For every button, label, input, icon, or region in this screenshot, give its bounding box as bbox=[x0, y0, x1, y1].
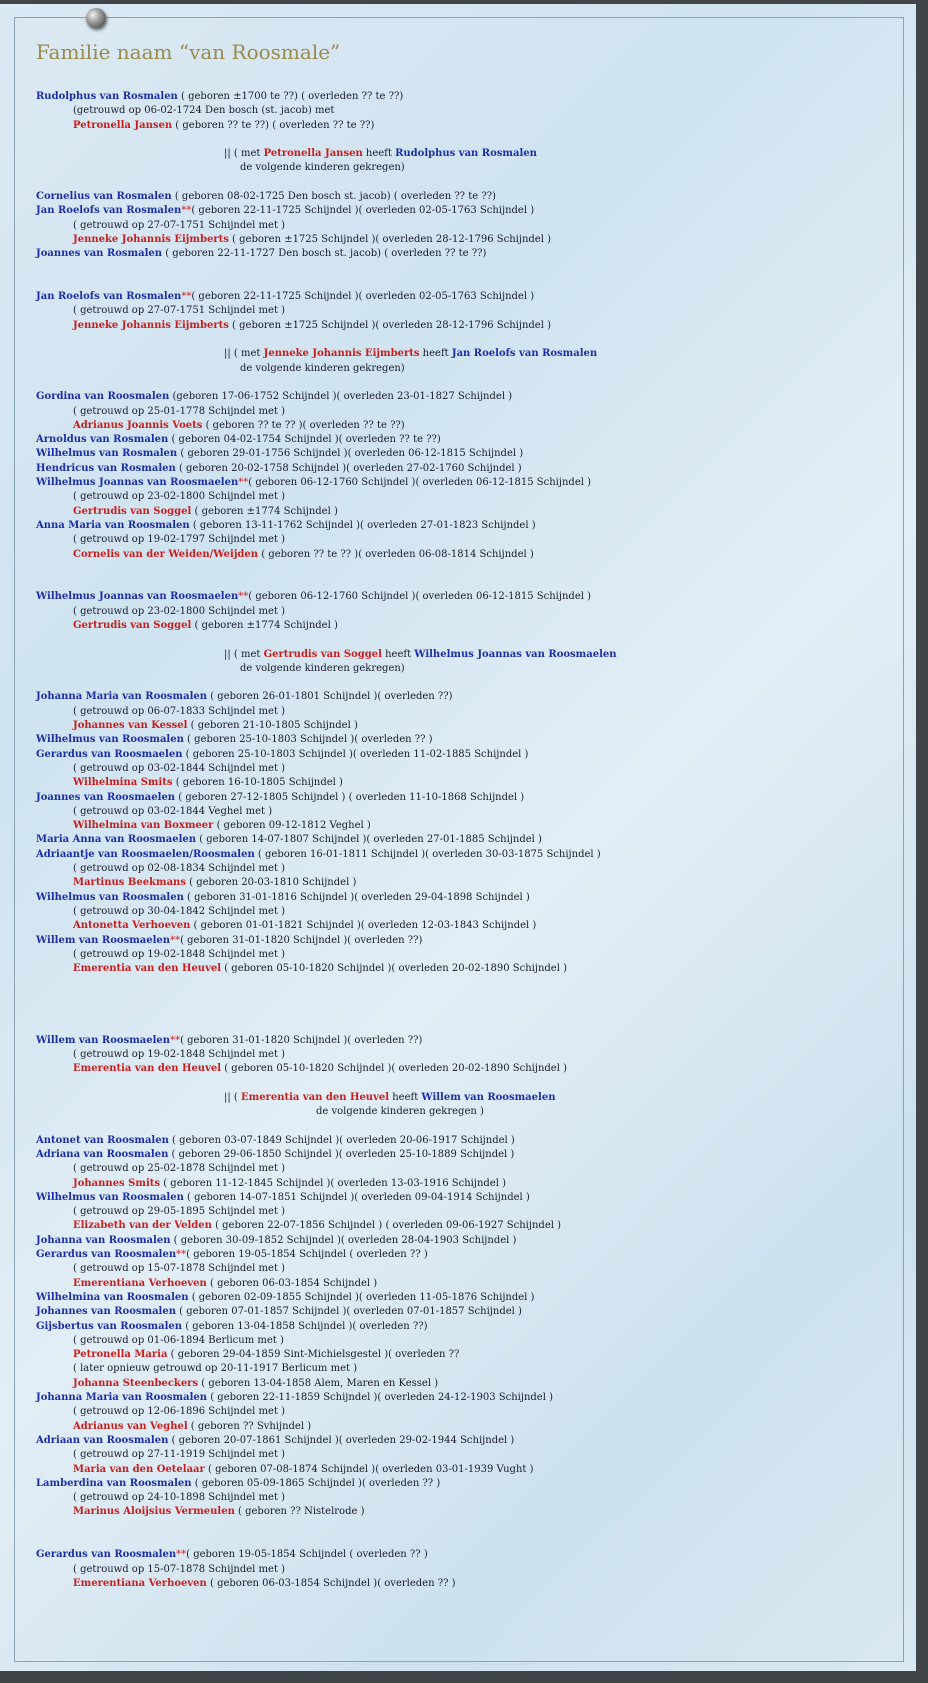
record-text: heeft bbox=[419, 348, 452, 360]
spacer bbox=[36, 633, 896, 647]
record-line bbox=[36, 848, 896, 862]
record-line bbox=[36, 548, 896, 562]
record-text: ( geboren 20-02-1758 Schijndel )( overleden 27-02-1760 Schijndel ) bbox=[175, 462, 522, 474]
record-text: ( geboren 27-12-1805 Schijndel ) ( overleden 11-10-1868 Schijndel ) bbox=[175, 791, 525, 803]
record-line bbox=[36, 791, 896, 805]
record-line bbox=[36, 304, 896, 318]
record-line bbox=[36, 319, 896, 333]
record-line bbox=[36, 505, 896, 519]
record-text: ( geboren 16-10-1805 Schijndel ) bbox=[172, 777, 343, 789]
record-line bbox=[36, 891, 896, 905]
spouse-name: Johanna Steenbeckers bbox=[73, 1377, 199, 1389]
record-line bbox=[36, 219, 896, 233]
record-text: heeft bbox=[381, 648, 415, 660]
record-text: ( getrouwd op 23-02-1800 Schijndel met ) bbox=[73, 605, 286, 617]
record-text: ( geboren 06-12-1760 Schijndel )( overleden 06-12-1815 Schijndel ) bbox=[248, 591, 592, 603]
record-text: heeft bbox=[389, 1091, 422, 1103]
record-line bbox=[36, 1148, 896, 1162]
record-text: ( geboren 22-07-1856 Schijndel ) ( overleden 09-06-1927 Schijndel ) bbox=[211, 1220, 562, 1232]
record-text: ( getrouwd op 27-07-1751 Schijndel met ) bbox=[73, 219, 286, 231]
record-line bbox=[36, 719, 896, 733]
person-name: Wilhelmus Joannas van Roosmaelen bbox=[414, 648, 617, 660]
record-line bbox=[36, 748, 896, 762]
record-line bbox=[36, 948, 896, 962]
record-text: ( geboren 22-11-1725 Schijndel )( overleden 02-05-1763 Schijndel ) bbox=[191, 291, 535, 303]
record-text: ( geboren 06-03-1854 Schijndel )( overleden ?? ) bbox=[206, 1577, 456, 1589]
spouse-name: Emerentia van den Heuvel bbox=[73, 1063, 222, 1075]
person-name: Gerardus van Roosmalen bbox=[36, 1249, 177, 1261]
record-text: ( geboren 14-07-1851 Schijndel )( overleden 09-04-1914 Schijndel ) bbox=[183, 1191, 530, 1203]
record-text: ( geboren 06-12-1760 Schijndel )( overleden 06-12-1815 Schijndel ) bbox=[248, 477, 592, 489]
record-line bbox=[36, 1391, 896, 1405]
record-text: ( geboren 25-10-1803 Schijndel )( overleden 11-02-1885 Schijndel ) bbox=[182, 748, 529, 760]
record-text: ( getrouwd op 27-11-1919 Schijndel met ) bbox=[73, 1449, 286, 1461]
marker-text: ** bbox=[238, 591, 249, 603]
record-line bbox=[36, 490, 896, 504]
person-name: Willem van Roosmaelen bbox=[421, 1091, 556, 1103]
record-text: ( geboren 16-01-1811 Schijndel )( overleden 30-03-1875 Schijndel ) bbox=[254, 848, 601, 860]
record-line bbox=[36, 347, 896, 361]
marker-text: ** bbox=[176, 1249, 187, 1261]
record-text: ( geboren 21-10-1805 Schijndel ) bbox=[187, 720, 358, 732]
record-line bbox=[36, 1105, 896, 1119]
spouse-name: Wilhelmina van Boxmeer bbox=[73, 820, 214, 832]
record-line bbox=[36, 1463, 896, 1477]
record-line bbox=[36, 519, 896, 533]
page-title: Familie naam “van Roosmale” bbox=[36, 40, 341, 64]
record-text: ( geboren ?? te ?? )( overleden ?? te ??) bbox=[202, 419, 405, 431]
person-name: Johannes van Roosmalen bbox=[36, 1306, 176, 1318]
record-line bbox=[36, 605, 896, 619]
record-line bbox=[36, 1505, 896, 1519]
record-text: ( geboren ?? Nistelrode ) bbox=[234, 1506, 365, 1518]
record-text: ( geboren ±1725 Schijndel )( overleden 28-12-1796 Schijndel ) bbox=[228, 233, 551, 245]
record-line bbox=[36, 447, 896, 461]
record-line bbox=[36, 962, 896, 976]
record-text: ( getrouwd op 19-02-1848 Schijndel met ) bbox=[73, 948, 286, 960]
record-line bbox=[36, 476, 896, 490]
spouse-name: Emerentia van den Heuvel bbox=[73, 963, 222, 975]
record-line bbox=[36, 1205, 896, 1219]
record-line bbox=[36, 233, 896, 247]
record-line bbox=[36, 919, 896, 933]
spacer bbox=[36, 176, 896, 190]
record-line bbox=[36, 161, 896, 175]
spouse-name: Jenneke Johannis Eijmberts bbox=[73, 233, 229, 245]
spouse-name: Wilhelmina Smits bbox=[73, 777, 173, 789]
record-line bbox=[36, 762, 896, 776]
record-text: ( geboren 29-04-1859 Sint-Michielsgestel )( overleden ?? bbox=[167, 1349, 460, 1361]
record-text: || ( met bbox=[224, 148, 264, 160]
record-line bbox=[36, 1048, 896, 1062]
record-line bbox=[36, 104, 896, 118]
record-line bbox=[36, 648, 896, 662]
record-text: ( geboren 26-01-1801 Schijndel )( overleden ??) bbox=[207, 691, 453, 703]
marker-text: ** bbox=[170, 1034, 181, 1046]
page-background bbox=[0, 4, 916, 1671]
person-name: Wilhelmus van Roosmalen bbox=[36, 734, 184, 746]
record-text: ( later opnieuw getrouwd op 20-11-1917 Berlicum met ) bbox=[73, 1363, 358, 1375]
person-name: Jan Roelofs van Rosmalen bbox=[451, 348, 598, 360]
record-line bbox=[36, 819, 896, 833]
genealogy-content bbox=[36, 90, 896, 1591]
person-name: Joannes van Rosmalen bbox=[36, 248, 163, 260]
record-line bbox=[36, 690, 896, 704]
spouse-name: Emerentiana Verhoeven bbox=[73, 1277, 207, 1289]
record-line bbox=[36, 1162, 896, 1176]
record-line bbox=[36, 362, 896, 376]
person-name: Gordina van Roosmalen bbox=[36, 391, 170, 403]
person-name: Gerardus van Roosmalen bbox=[36, 1549, 177, 1561]
record-text: de volgende kinderen gekregen ) bbox=[316, 1106, 484, 1118]
record-text: ( geboren 07-08-1874 Schijndel )( overleden 03-01-1939 Vught ) bbox=[204, 1463, 534, 1475]
record-text: ( getrouwd op 19-02-1848 Schijndel met ) bbox=[73, 1048, 286, 1060]
record-line bbox=[36, 1448, 896, 1462]
spacer bbox=[36, 976, 896, 990]
person-name: Wilhelmus van Rosmalen bbox=[36, 448, 178, 460]
record-line bbox=[36, 190, 896, 204]
record-line bbox=[36, 862, 896, 876]
spouse-name: Adrianus van Veghel bbox=[73, 1420, 188, 1432]
person-name: Maria Anna van Roosmaelen bbox=[36, 834, 197, 846]
record-line bbox=[36, 1563, 896, 1577]
person-name: Jan Roelofs van Rosmalen bbox=[36, 205, 182, 217]
spacer bbox=[36, 1534, 896, 1548]
record-text: ( geboren 04-02-1754 Schijndel )( overleden ?? te ??) bbox=[168, 434, 441, 446]
record-line bbox=[36, 204, 896, 218]
person-name: Arnoldus van Rosmalen bbox=[36, 434, 169, 446]
record-line bbox=[36, 1491, 896, 1505]
record-text: ( geboren 09-12-1812 Veghel ) bbox=[213, 820, 371, 832]
record-text: heeft bbox=[362, 148, 396, 160]
record-text: ( getrouwd op 27-07-1751 Schijndel met ) bbox=[73, 305, 286, 317]
record-text: ( geboren 07-01-1857 Schijndel )( overleden 07-01-1857 Schijndel ) bbox=[175, 1306, 522, 1318]
record-text: ( getrouwd op 25-02-1878 Schijndel met ) bbox=[73, 1163, 286, 1175]
spouse-name: Martinus Beekmans bbox=[73, 877, 186, 889]
marker-text: ** bbox=[170, 934, 181, 946]
record-text: ( geboren 31-01-1820 Schijndel )( overleden ??) bbox=[180, 934, 423, 946]
record-text: ( geboren 19-05-1854 Schijndel ( overleden ?? ) bbox=[186, 1549, 428, 1561]
record-text: ( geboren 05-10-1820 Schijndel )( overleden 20-02-1890 Schijndel ) bbox=[221, 963, 567, 975]
spouse-name: Emerentiana Verhoeven bbox=[73, 1577, 207, 1589]
person-name: Adriana van Roosmalen bbox=[36, 1148, 169, 1160]
record-text: ( geboren ±1700 te ??) ( overleden ?? te ??) bbox=[177, 91, 404, 102]
record-text: ( getrouwd op 06-07-1833 Schijndel met ) bbox=[73, 705, 286, 717]
spouse-name: Jenneke Johannis Eijmberts bbox=[263, 348, 420, 360]
person-name: Johanna Maria van Roosmalen bbox=[36, 691, 208, 703]
record-line bbox=[36, 934, 896, 948]
record-line bbox=[36, 1234, 896, 1248]
record-line bbox=[36, 733, 896, 747]
record-text: ( geboren 11-12-1845 Schijndel )( overleden 13-03-1916 Schijndel ) bbox=[160, 1177, 506, 1189]
spouse-name: Adrianus Joannis Voets bbox=[73, 419, 203, 431]
record-line bbox=[36, 433, 896, 447]
record-text: ( geboren 22-11-1859 Schijndel )( overleden 24-12-1903 Schijndel ) bbox=[207, 1392, 553, 1404]
spouse-name: Marinus Aloijsius Vermeulen bbox=[73, 1506, 235, 1518]
record-line bbox=[36, 705, 896, 719]
person-name: Anna Maria van Roosmalen bbox=[36, 519, 190, 531]
record-line bbox=[36, 1291, 896, 1305]
record-text: ( geboren 03-07-1849 Schijndel )( overleden 20-06-1917 Schijndel ) bbox=[168, 1134, 515, 1146]
record-line bbox=[36, 405, 896, 419]
person-name: Rudolphus van Rosmalen bbox=[36, 91, 178, 102]
record-text: ( getrouwd op 12-06-1896 Schijndel met ) bbox=[73, 1406, 286, 1418]
record-text: ( getrouwd op 30-04-1842 Schijndel met ) bbox=[73, 905, 286, 917]
record-line bbox=[36, 390, 896, 404]
marker-text: ** bbox=[176, 1549, 187, 1561]
spouse-name: Cornelis van der Weiden/Weijden bbox=[73, 548, 259, 560]
spacer bbox=[36, 562, 896, 576]
record-line bbox=[36, 833, 896, 847]
record-text: ( getrouwd op 03-02-1844 Veghel met ) bbox=[73, 805, 273, 817]
record-line bbox=[36, 1434, 896, 1448]
record-text: ( geboren 01-01-1821 Schijndel )( overleden 12-03-1843 Schijndel ) bbox=[190, 920, 537, 932]
person-name: Willem van Roosmaelen bbox=[36, 934, 171, 946]
record-text: de volgende kinderen gekregen) bbox=[240, 662, 405, 674]
spacer bbox=[36, 262, 896, 276]
record-text: ( geboren 13-04-1858 Alem, Maren en Kessel ) bbox=[198, 1377, 439, 1389]
person-name: Wilhelmus van Roosmalen bbox=[36, 1191, 184, 1203]
record-line bbox=[36, 90, 896, 104]
record-line bbox=[36, 1548, 896, 1562]
record-text: ( geboren ±1774 Schijndel ) bbox=[191, 505, 338, 517]
person-name: Jan Roelofs van Rosmalen bbox=[36, 291, 182, 303]
record-line bbox=[36, 805, 896, 819]
spouse-name: Gertrudis van Soggel bbox=[263, 648, 382, 660]
record-line bbox=[36, 1405, 896, 1419]
record-line bbox=[36, 1334, 896, 1348]
person-name: Wilhelmus Joannas van Roosmaelen bbox=[36, 591, 239, 603]
record-line bbox=[36, 1577, 896, 1591]
spacer bbox=[36, 1005, 896, 1019]
record-text: de volgende kinderen gekregen) bbox=[240, 162, 405, 174]
record-line bbox=[36, 1277, 896, 1291]
record-line bbox=[36, 1377, 896, 1391]
record-text: ( geboren 29-01-1756 Schijndel )( overleden 06-12-1815 Schijndel ) bbox=[177, 448, 524, 460]
spacer bbox=[36, 276, 896, 290]
record-text: ( geboren ?? te ?? )( overleden 06-08-1814 Schijndel ) bbox=[258, 548, 534, 560]
spouse-name: Petronella Maria bbox=[73, 1349, 168, 1361]
spacer bbox=[36, 376, 896, 390]
record-line bbox=[36, 290, 896, 304]
record-line bbox=[36, 1034, 896, 1048]
record-line bbox=[36, 462, 896, 476]
spacer bbox=[36, 1520, 896, 1534]
record-line bbox=[36, 662, 896, 676]
spacer bbox=[36, 991, 896, 1005]
record-text: ( geboren 22-11-1727 Den bosch st. jacob) ( overleden ?? te ??) bbox=[162, 248, 487, 260]
record-line bbox=[36, 1262, 896, 1276]
record-text: ( getrouwd op 02-08-1834 Schijndel met ) bbox=[73, 863, 286, 875]
person-name: Joannes van Roosmaelen bbox=[36, 791, 176, 803]
record-line bbox=[36, 419, 896, 433]
spouse-name: Gertrudis van Soggel bbox=[73, 619, 192, 631]
record-line bbox=[36, 1134, 896, 1148]
record-line bbox=[36, 1248, 896, 1262]
person-name: Johanna Maria van Roosmalen bbox=[36, 1392, 208, 1404]
record-text: ( geboren 02-09-1855 Schijndel )( overleden 11-05-1876 Schijndel ) bbox=[188, 1291, 535, 1303]
record-text: ( geboren 05-09-1865 Schijndel )( overleden ?? ) bbox=[191, 1477, 441, 1489]
record-text: ( geboren 22-11-1725 Schijndel )( overleden 02-05-1763 Schijndel ) bbox=[191, 205, 535, 217]
person-name: Gerardus van Roosmaelen bbox=[36, 748, 183, 760]
record-text: ( geboren 19-05-1854 Schijndel ( overleden ?? ) bbox=[186, 1249, 428, 1261]
record-text: ( geboren 05-10-1820 Schijndel )( overleden 20-02-1890 Schijndel ) bbox=[221, 1063, 567, 1075]
record-line bbox=[36, 776, 896, 790]
record-text: ( geboren ?? te ??) ( overleden ?? te ??) bbox=[172, 119, 375, 131]
record-text: ( getrouwd op 24-10-1898 Schijndel met ) bbox=[73, 1492, 286, 1504]
record-text: ( getrouwd op 25-01-1778 Schijndel met ) bbox=[73, 405, 286, 417]
record-line bbox=[36, 876, 896, 890]
record-line bbox=[36, 1320, 896, 1334]
spouse-name: Antonetta Verhoeven bbox=[73, 920, 191, 932]
record-text: (getrouwd op 06-02-1724 Den bosch (st. jacob) met bbox=[73, 105, 335, 117]
record-text: ( geboren 30-09-1852 Schijndel )( overleden 28-04-1903 Schijndel ) bbox=[170, 1234, 517, 1246]
person-name: Rudolphus van Rosmalen bbox=[395, 148, 537, 160]
record-text: ( geboren 25-10-1803 Schijndel )( overleden ?? ) bbox=[183, 734, 433, 746]
record-line bbox=[36, 1191, 896, 1205]
record-line bbox=[36, 619, 896, 633]
record-line bbox=[36, 1219, 896, 1233]
record-text: ( getrouwd op 15-07-1878 Schijndel met ) bbox=[73, 1263, 286, 1275]
record-text: ( geboren 06-03-1854 Schijndel ) bbox=[206, 1277, 378, 1289]
record-line bbox=[36, 590, 896, 604]
record-line bbox=[36, 1477, 896, 1491]
record-text: ( geboren 13-04-1858 Schijndel )( overleden ??) bbox=[182, 1320, 428, 1332]
record-text: ( geboren 13-11-1762 Schijndel )( overleden 27-01-1823 Schijndel ) bbox=[189, 519, 536, 531]
person-name: Willem van Roosmaelen bbox=[36, 1034, 171, 1046]
person-name: Antonet van Roosmalen bbox=[36, 1134, 169, 1146]
person-name: Gijsbertus van Roosmalen bbox=[36, 1320, 183, 1332]
record-text: ( geboren 14-07-1807 Schijndel )( overleden 27-01-1885 Schijndel ) bbox=[196, 834, 542, 846]
spouse-name: Johannes van Kessel bbox=[73, 720, 188, 732]
record-text: ( geboren 31-01-1816 Schijndel )( overleden 29-04-1898 Schijndel ) bbox=[183, 891, 530, 903]
spouse-name: Johannes Smits bbox=[73, 1177, 161, 1189]
record-line bbox=[36, 1420, 896, 1434]
record-line bbox=[36, 1091, 896, 1105]
person-name: Wilhelmus Joannas van Roosmaelen bbox=[36, 477, 239, 489]
person-name: Wilhelmus van Roosmalen bbox=[36, 891, 184, 903]
record-text: ( geboren ?? Svhijndel ) bbox=[187, 1420, 312, 1432]
record-line bbox=[36, 247, 896, 261]
person-name: Adriaantje van Roosmaelen/Roosmalen bbox=[36, 848, 255, 860]
record-text: ( getrouwd op 29-05-1895 Schijndel met ) bbox=[73, 1206, 286, 1218]
record-line bbox=[36, 1348, 896, 1362]
record-text: ( geboren 29-06-1850 Schijndel )( overleden 25-10-1889 Schijndel ) bbox=[168, 1148, 515, 1160]
spouse-name: Petronella Jansen bbox=[73, 119, 173, 131]
record-text: || ( met bbox=[224, 648, 264, 660]
person-name: Wilhelmina van Roosmalen bbox=[36, 1291, 189, 1303]
spacer bbox=[36, 1019, 896, 1033]
spacer bbox=[36, 133, 896, 147]
record-text: || ( bbox=[224, 1091, 241, 1103]
record-line bbox=[36, 147, 896, 161]
record-line bbox=[36, 119, 896, 133]
spouse-name: Emerentia van den Heuvel bbox=[241, 1091, 390, 1103]
record-line bbox=[36, 1305, 896, 1319]
record-text: ( getrouwd op 03-02-1844 Schijndel met ) bbox=[73, 762, 286, 774]
person-name: Cornelius van Rosmalen bbox=[36, 191, 172, 203]
record-text: de volgende kinderen gekregen) bbox=[240, 362, 405, 374]
spouse-name: Petronella Jansen bbox=[263, 148, 363, 160]
record-text: (geboren 17-06-1752 Schijndel )( overleden 23-01-1827 Schijndel ) bbox=[169, 391, 513, 403]
person-name: Adriaan van Roosmalen bbox=[36, 1434, 169, 1446]
record-text: ( getrouwd op 23-02-1800 Schijndel met ) bbox=[73, 491, 286, 503]
spacer bbox=[36, 1076, 896, 1090]
record-text: ( geboren ±1725 Schijndel )( overleden 28-12-1796 Schijndel ) bbox=[228, 319, 551, 331]
record-text: ( getrouwd op 15-07-1878 Schijndel met ) bbox=[73, 1563, 286, 1575]
record-line bbox=[36, 533, 896, 547]
record-line bbox=[36, 1362, 896, 1376]
record-text: ( getrouwd op 01-06-1894 Berlicum met ) bbox=[73, 1334, 284, 1346]
spouse-name: Gertrudis van Soggel bbox=[73, 505, 192, 517]
person-name: Lamberdina van Roosmalen bbox=[36, 1477, 192, 1489]
spouse-name: Elizabeth van der Velden bbox=[73, 1220, 212, 1232]
spacer bbox=[36, 676, 896, 690]
record-line bbox=[36, 1062, 896, 1076]
record-line bbox=[36, 905, 896, 919]
spacer bbox=[36, 1119, 896, 1133]
record-text: || ( met bbox=[224, 348, 264, 360]
record-line bbox=[36, 1177, 896, 1191]
pushpin-icon bbox=[86, 8, 106, 28]
record-text: ( geboren 20-03-1810 Schijndel ) bbox=[185, 877, 357, 889]
marker-text: ** bbox=[238, 477, 249, 489]
marker-text: ** bbox=[181, 291, 192, 303]
spacer bbox=[36, 333, 896, 347]
record-text: ( geboren 08-02-1725 Den bosch st. jacob) ( overleden ?? te ??) bbox=[171, 191, 496, 203]
spouse-name: Jenneke Johannis Eijmberts bbox=[73, 319, 229, 331]
marker-text: ** bbox=[181, 205, 192, 217]
record-text: ( getrouwd op 19-02-1797 Schijndel met ) bbox=[73, 534, 286, 546]
spacer bbox=[36, 576, 896, 590]
record-text: ( geboren ±1774 Schijndel ) bbox=[191, 619, 338, 631]
spouse-name: Maria van den Oetelaar bbox=[73, 1463, 205, 1475]
record-text: ( geboren 31-01-1820 Schijndel )( overleden ??) bbox=[180, 1034, 423, 1046]
record-text: ( geboren 20-07-1861 Schijndel )( overleden 29-02-1944 Schijndel ) bbox=[168, 1434, 515, 1446]
person-name: Hendricus van Rosmalen bbox=[36, 462, 176, 474]
person-name: Johanna van Roosmalen bbox=[36, 1234, 171, 1246]
